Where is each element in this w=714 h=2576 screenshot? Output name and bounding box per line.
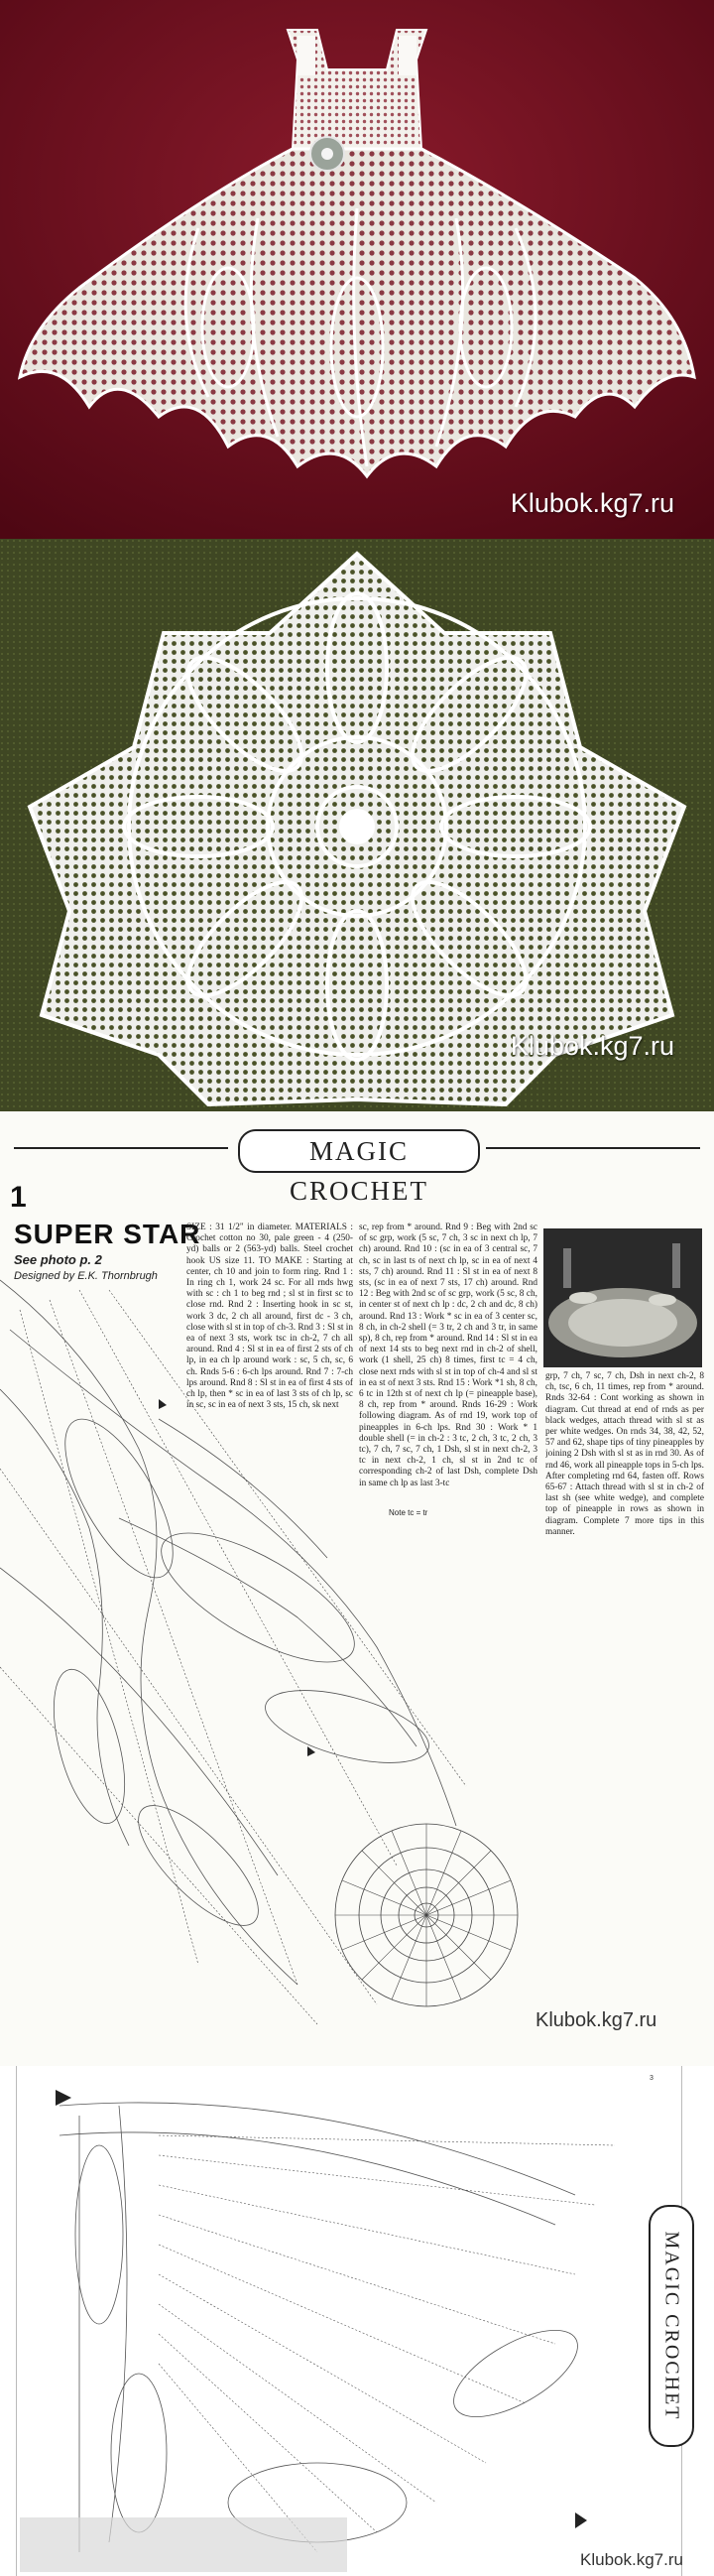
instructions-column-2: sc, rep from * around. Rnd 9 : Beg with 2nd sc of sc grp, work (5 sc, 7 ch, 3 sc in next ch lp, 7 ch) around. Rnd 10 : (sc in ea of 3 central sc, 7 ch, sc in last ts of next ch lp, sc in ea of next 4 sts, 7 ch) around. Rnd 11 : Sl st in ea of next 8 sts, (sc in ea of next 7 sts, 17 ch) around. Rnd 12 : Beg with 2nd sc of sc grp, work (5 sc, 8 ch, in center st of next ch lp : dc, 2 ch and dc, 8 ch) around. Rnd 13 : Work * sc in ea of 3 center sc, 8 ch, in ch-2 shell (= 3 tr, 2 ch and 3 tr, in same sp), 8 ch, rep from * around. Rnd 14 : Sl st in ea of next 14 sts to beg next rnd in ch-2 of shell, work (1 shell, 25 ch) 8 times, first tc = 4 ch, close next rnds with sl st in top of ch-4 and sl st in ea st of next 3 sts. Rnd 15 : Work *1 sh, 8 ch, 6 tc in 12th st of next ch lp (= pineapple base), 8 ch, rep from * around. Rnds 16-29 : Work following diagram. As of rnd 19, work top of pineapples in 6-ch lps. Rnd 30 : Work * 1 double shell (= in ch-2 : 3 tc, 2 ch, 3 tc, 2 ch, 3 tc), 7 ch, 7 sc, 7 ch, 1 Dsh, sl st in next ch-2, 3 tc in next ch-2, 1 ch, sl st in 2nd tc of corresponding ch-2 of last Dsh, complete Dsh in same ch lp as last 3-tc — [359, 1223, 537, 1488]
watermark: Klubok.kg7.ru — [510, 488, 674, 518]
page-mark: 3 — [650, 2075, 654, 2082]
designer-credit: Designed by E.K. Thornbrugh — [14, 1270, 158, 1282]
watermark: Klubok.kg7.ru — [510, 1031, 674, 1061]
doily-photo — [0, 539, 714, 1111]
watermark: Klubok.kg7.ru — [580, 2550, 683, 2569]
crochet-diagram-2 — [20, 2076, 645, 2572]
side-title-box — [649, 2205, 694, 2447]
pattern-page — [0, 1111, 714, 2066]
instructions-column-3: grp, 7 ch, 7 sc, 7 ch, Dsh in next ch-2, 8 ch, tsc, 6 ch, 11 times, rep from * around. Rnds 32-64 : Cont working as shown in diagram. Cut thread at end of rnds as per black wedges, attach thread with sl st as per white wedges. On rnds 34, 38, 42, 52, 57 and 62, shape tips of tiny pineapples by joining 2 Dsh with sl st as in rnd 30. As of rnd 46, work all pineapple tops in 5-ch lps. After completing rnd 64, fasten off. Rows 65-67 : Attach thread with sl st in ch-2 of last sh (see white wedge), and complete top of pineapple in rows as shown in diagram. Complete 7 more tips in this manner. — [545, 1371, 704, 1537]
magazine-title: MAGIC CROCHET — [238, 1129, 480, 1173]
diagram-page — [0, 2066, 714, 2576]
instructions-column-1: SIZE : 31 1/2" in diameter. MATERIALS : Crochet cotton no 30, pale green - 4 (250-yd) balls or 2 (563-yd) balls. Steel crochet hook US size 11. TO MAKE : Starting at center, ch 10 and join to form ring. Rnd 1 : In ring ch 1, work 24 sc. For all rnds hwg with sc : ch 1 to beg rnd ; sl st in first sc to close rnd. Rnd 2 : Inserting hook in sc st, work 3 dc, 2 ch all around, first dc - 3 ch, close with sl st in top of ch-3. Rnd 3 : Sl st in ea of next 3 sts, work tsc in ch-2, 7 ch all around. Rnd 4 : Sl st in ea of first 2 sts of ch lp, in ea ch lp around work : sc, 5 ch, sc, 6 ch. Rnds 5-6 : 6-ch lps around. Rnd 7 : 7-ch lps around. Rnd 8 : Sl st in ea of first 4 sts of ch lp, then * sc in ea of last 3 sts of ch lp, sc in sc, sc in ea of next 3 sts, 15 ch, sk next — [186, 1223, 353, 1411]
note-label: Note tc = tr — [389, 1508, 428, 1517]
pattern-title: SUPER STAR — [14, 1219, 201, 1249]
see-photo-note: See photo p. 2 — [14, 1252, 102, 1267]
header-rule-left — [14, 1147, 228, 1149]
header-rule-right — [486, 1147, 700, 1149]
crochet-doily-illustration — [0, 539, 714, 1111]
side-title: MAGIC CROCHET — [660, 2231, 683, 2421]
dress-photo — [0, 0, 714, 539]
crochet-chart — [0, 1270, 714, 2064]
pattern-number: 1 — [10, 1181, 27, 1214]
crochet-dress-illustration — [0, 0, 714, 539]
watermark: Klubok.kg7.ru — [536, 2009, 657, 2031]
